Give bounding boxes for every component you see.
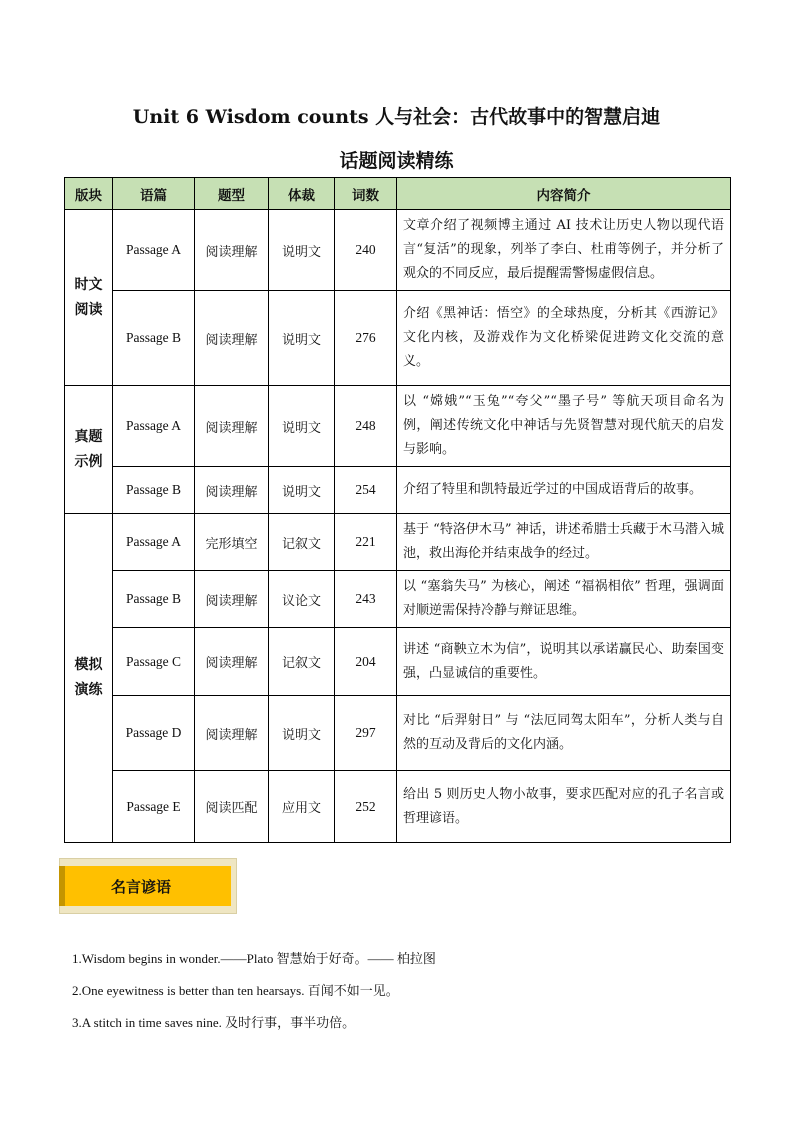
banner-label: 名言谚语: [111, 878, 172, 896]
document-subtitle: 话题阅读精练: [339, 150, 454, 172]
table-row: [65, 514, 731, 571]
word-count-cell: 240: [335, 210, 397, 291]
question-type-cell: 阅读理解: [195, 210, 269, 291]
summary-cell: 讲述 “商鞅立木为信”，说明其以承诺赢民心、助秦国变强，凸显诚信的重要性。: [397, 628, 731, 696]
section-label: 时文 阅读: [65, 210, 113, 386]
question-type-cell: 阅读匹配: [195, 771, 269, 843]
word-count-cell: 248: [335, 386, 397, 467]
word-count-cell: 297: [335, 696, 397, 771]
question-type-cell: 阅读理解: [195, 571, 269, 628]
question-type-cell: 阅读理解: [195, 467, 269, 514]
question-type-cell: 阅读理解: [195, 696, 269, 771]
table-row: [65, 571, 731, 628]
question-type-cell: 完形填空: [195, 514, 269, 571]
genre-cell: 说明文: [269, 291, 335, 386]
quote-item: 2.One eyewitness is better than ten hearsays. 百闻不如一见。: [72, 983, 399, 998]
summary-cell: 以 “嫦娥”“玉兔”“夸父”“墨子号” 等航天项目命名为例，阐述传统文化中神话与先贤智慧对现代航天的启发与影响。: [397, 386, 731, 467]
document-title: Unit 6 Wisdom counts 人与社会：古代故事中的智慧启迪: [132, 106, 661, 128]
genre-cell: 记叙文: [269, 514, 335, 571]
word-count-cell: 243: [335, 571, 397, 628]
column-header: 题型: [195, 178, 269, 210]
passage-cell: Passage A: [113, 514, 195, 571]
question-type-cell: 阅读理解: [195, 386, 269, 467]
table-row: [65, 771, 731, 843]
quote-item: 1.Wisdom begins in wonder.——Plato 智慧始于好奇。—— 柏拉图: [72, 951, 436, 966]
section-banner: [59, 858, 237, 914]
column-header: 内容简介: [397, 178, 731, 210]
column-header: 词数: [335, 178, 397, 210]
section-label: 真题 示例: [65, 386, 113, 514]
summary-cell: 给出 5 则历史人物小故事，要求匹配对应的孔子名言或哲理谚语。: [397, 771, 731, 843]
passage-cell: Passage B: [113, 571, 195, 628]
word-count-cell: 221: [335, 514, 397, 571]
question-type-cell: 阅读理解: [195, 628, 269, 696]
table-row: [65, 386, 731, 467]
table-row: [65, 291, 731, 386]
word-count-cell: 204: [335, 628, 397, 696]
passage-cell: Passage D: [113, 696, 195, 771]
summary-cell: 对比 “后羿射日” 与 “法厄同驾太阳车”，分析人类与自然的互动及背后的文化内涵。: [397, 696, 731, 771]
summary-cell: 以 “塞翁失马” 为核心，阐述 “福祸相依” 哲理，强调面对顺逆需保持冷静与辩证思维。: [397, 571, 731, 628]
summary-cell: 介绍《黑神话：悟空》的全球热度，分析其《西游记》文化内核，及游戏作为文化桥梁促进跨文化交流的意义。: [397, 291, 731, 386]
passage-cell: Passage B: [113, 291, 195, 386]
genre-cell: 议论文: [269, 571, 335, 628]
passage-cell: Passage C: [113, 628, 195, 696]
table-row: [65, 210, 731, 291]
column-header: 版块: [65, 178, 113, 210]
passage-cell: Passage A: [113, 210, 195, 291]
banner-accent-bar: [59, 866, 65, 906]
passage-cell: Passage A: [113, 386, 195, 467]
reading-overview-table: [64, 177, 731, 843]
genre-cell: 应用文: [269, 771, 335, 843]
quote-item: 3.A stitch in time saves nine. 及时行事，事半功倍。: [72, 1015, 356, 1030]
passage-cell: Passage B: [113, 467, 195, 514]
column-header: 语篇: [113, 178, 195, 210]
genre-cell: 说明文: [269, 386, 335, 467]
section-label: 模拟 演练: [65, 514, 113, 843]
genre-cell: 记叙文: [269, 628, 335, 696]
summary-cell: 文章介绍了视频博主通过 AI 技术让历史人物以现代语言“复活”的现象，列举了李白、杜甫等例子，并分析了观众的不同反应，最后提醒需警惕虚假信息。: [397, 210, 731, 291]
question-type-cell: 阅读理解: [195, 291, 269, 386]
genre-cell: 说明文: [269, 696, 335, 771]
genre-cell: 说明文: [269, 467, 335, 514]
passage-cell: Passage E: [113, 771, 195, 843]
summary-cell: 介绍了特里和凯特最近学过的中国成语背后的故事。: [397, 467, 731, 514]
table-row: [65, 628, 731, 696]
summary-cell: 基于 “特洛伊木马” 神话，讲述希腊士兵藏于木马潜入城池，救出海伦并结束战争的经过。: [397, 514, 731, 571]
table-row: [65, 696, 731, 771]
word-count-cell: 252: [335, 771, 397, 843]
column-header: 体裁: [269, 178, 335, 210]
table-row: [65, 467, 731, 514]
genre-cell: 说明文: [269, 210, 335, 291]
word-count-cell: 276: [335, 291, 397, 386]
word-count-cell: 254: [335, 467, 397, 514]
table-header-row: [65, 178, 731, 210]
